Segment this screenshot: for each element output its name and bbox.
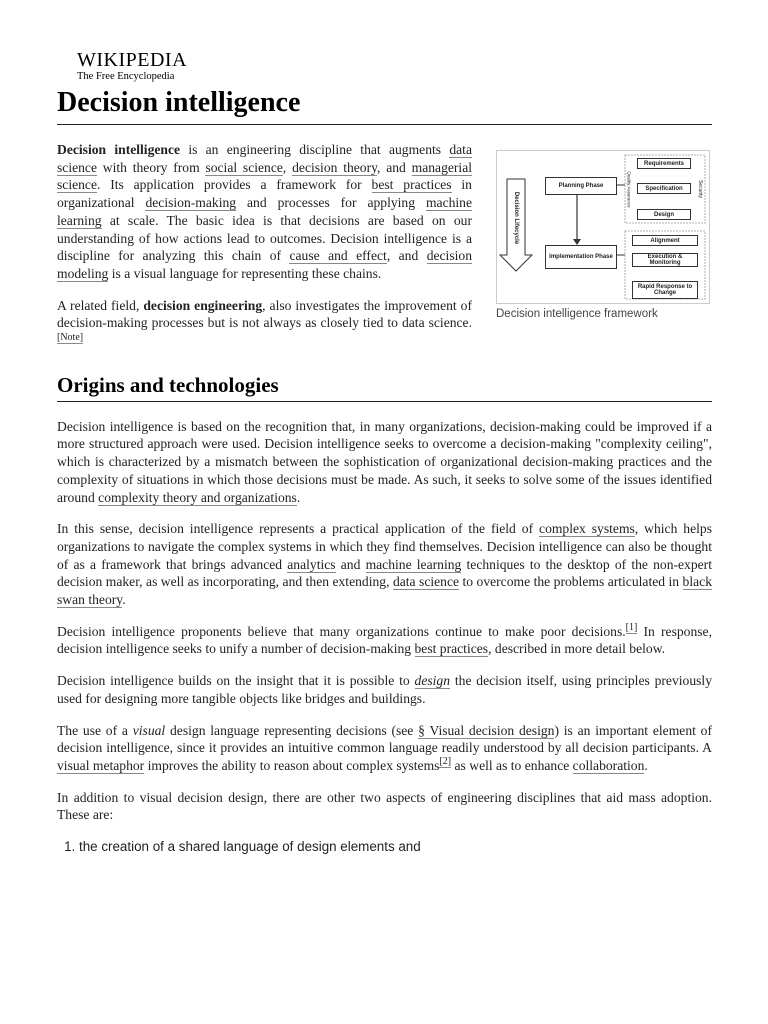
link-best-practices[interactable]: best practices bbox=[371, 177, 452, 193]
link-social-science[interactable]: social science bbox=[205, 159, 283, 175]
link-decision-making[interactable]: decision-making bbox=[145, 195, 237, 211]
link-data-science[interactable]: data science bbox=[57, 142, 472, 175]
logo-tagline: The Free Encyclopedia bbox=[77, 71, 175, 82]
reference-1[interactable]: [1] bbox=[625, 622, 638, 634]
planning-phase-box: Planning Phase bbox=[545, 177, 617, 195]
origins-paragraph-6: In addition to visual decision design, there are other two aspects of engineering disciplines that aid mass adoption. These are: bbox=[57, 789, 712, 823]
alignment-box: Alignment bbox=[632, 235, 698, 246]
origins-paragraph-5: The use of a visual design language representing decisions (see § Visual decision design) is an important element of decision intelligence, since it provides an intuitive common language readily understood by all decision participants. A visual metaphor improves the ability to reason about complex systems[2] as well as to enhance collaboration. bbox=[57, 722, 712, 773]
link-collaboration[interactable]: collaboration bbox=[572, 757, 645, 773]
rapid-response-box: Rapid Response to Change bbox=[632, 281, 698, 299]
aspects-list bbox=[57, 838, 712, 856]
security-label: Security bbox=[697, 179, 703, 199]
article-body bbox=[57, 141, 712, 856]
link-machine-learning[interactable]: machine learning bbox=[57, 195, 473, 228]
origins-paragraph-3: Decision intelligence proponents believe that many organizations continue to make poor decisions.[1] In response, decision intelligence seeks to unify a number of decision-making best practices, described in more detail below. bbox=[57, 622, 712, 657]
intro-paragraph-2: A related field, decision engineering, also investigates the improvement of decision-making processes but is not always as closely tied to data science.[Note] bbox=[57, 297, 472, 343]
link-design[interactable]: design bbox=[414, 673, 451, 689]
link-decision-theory[interactable]: decision theory bbox=[292, 159, 378, 175]
lifecycle-label: Decision Lifecycle bbox=[513, 191, 520, 245]
wikipedia-logo[interactable] bbox=[77, 50, 187, 82]
intro-paragraph-1: Decision intelligence is an engineering discipline that augments data science with theory from social science, decision theory, and managerial science. Its application provides a framework for best practices in organizational decision-making and processes for applying machine learning at scale. The basic idea is that decisions are based on our understanding of how actions lead to outcomes. Decision intelligence is a discipline for analyzing this chain of cause and effect, and decision modeling is a visual language for representing these chains. bbox=[57, 142, 473, 281]
execution-box: Execution & Monitoring bbox=[632, 253, 698, 267]
specification-box: Specification bbox=[637, 183, 691, 194]
note-reference[interactable]: [Note] bbox=[57, 331, 84, 343]
link-visual-decision-design[interactable]: § Visual decision design bbox=[418, 722, 555, 738]
figure-caption: Decision intelligence framework bbox=[496, 308, 658, 320]
bold-decision-engineering: decision engineering bbox=[143, 297, 263, 313]
logo-wordmark: WIKIPEDIA bbox=[77, 49, 188, 71]
link-decision-modeling[interactable]: decision modeling bbox=[57, 248, 472, 281]
design-box: Design bbox=[637, 209, 691, 220]
page-title: Decision intelligence bbox=[57, 86, 712, 125]
lead-term: Decision intelligence bbox=[57, 142, 181, 157]
link-visual-metaphor[interactable]: visual metaphor bbox=[57, 757, 145, 773]
link-complex-systems[interactable]: complex systems bbox=[539, 521, 635, 537]
implementation-phase-box: Implementation Phase bbox=[545, 245, 617, 269]
link-cause-and-effect[interactable]: cause and effect bbox=[289, 248, 387, 264]
link-data-science-2[interactable]: data science bbox=[392, 574, 460, 590]
origins-paragraph-4: Decision intelligence builds on the insight that it is possible to design the decision itself, using principles previously used for designing more tangible objects like bridges and buildings. bbox=[57, 673, 712, 706]
link-managerial-science[interactable]: managerial science bbox=[57, 159, 473, 193]
link-analytics[interactable]: analytics bbox=[287, 556, 336, 572]
italic-visual: visual bbox=[132, 722, 166, 738]
link-best-practices-2[interactable]: best practices bbox=[414, 641, 489, 657]
quality-label: Quality Assurance bbox=[626, 170, 632, 208]
list-item: 1. the creation of a shared language of design elements and bbox=[79, 838, 712, 856]
section-heading-origins: Origins and technologies bbox=[57, 372, 712, 402]
origins-paragraph-1: Decision intelligence is based on the recognition that, in many organizations, decision-making could be improved if a more structured approach were used. Decision intelligence seeks to overcome a decision-making "complexity ceiling", which is characterized by a mismatch between the sophistication of organizational decision-making practices and the complexity of situations in which those decisions must be made. As such, it seeks to solve some of the issues identified around complexity theory and organizations. bbox=[57, 418, 712, 505]
link-machine-learning-2[interactable]: machine learning bbox=[365, 556, 462, 572]
link-black-swan-theory[interactable]: black swan theory bbox=[57, 574, 712, 608]
link-complexity-theory[interactable]: complexity theory and organizations bbox=[98, 489, 297, 505]
reference-2[interactable]: [2] bbox=[439, 756, 452, 768]
requirements-box: Requirements bbox=[637, 158, 691, 169]
origins-paragraph-2: In this sense, decision intelligence represents a practical application of the field of complex systems, which helps organizations to navigate the complex systems in which they find themselves. Decision intelligence can also be thought of as a framework that brings advanced analytics and machine learning techniques to the desktop of the non-expert decision maker, as well as incorporating, and then extending, data science to overcome the problems articulated in black swan theory. bbox=[57, 521, 712, 608]
